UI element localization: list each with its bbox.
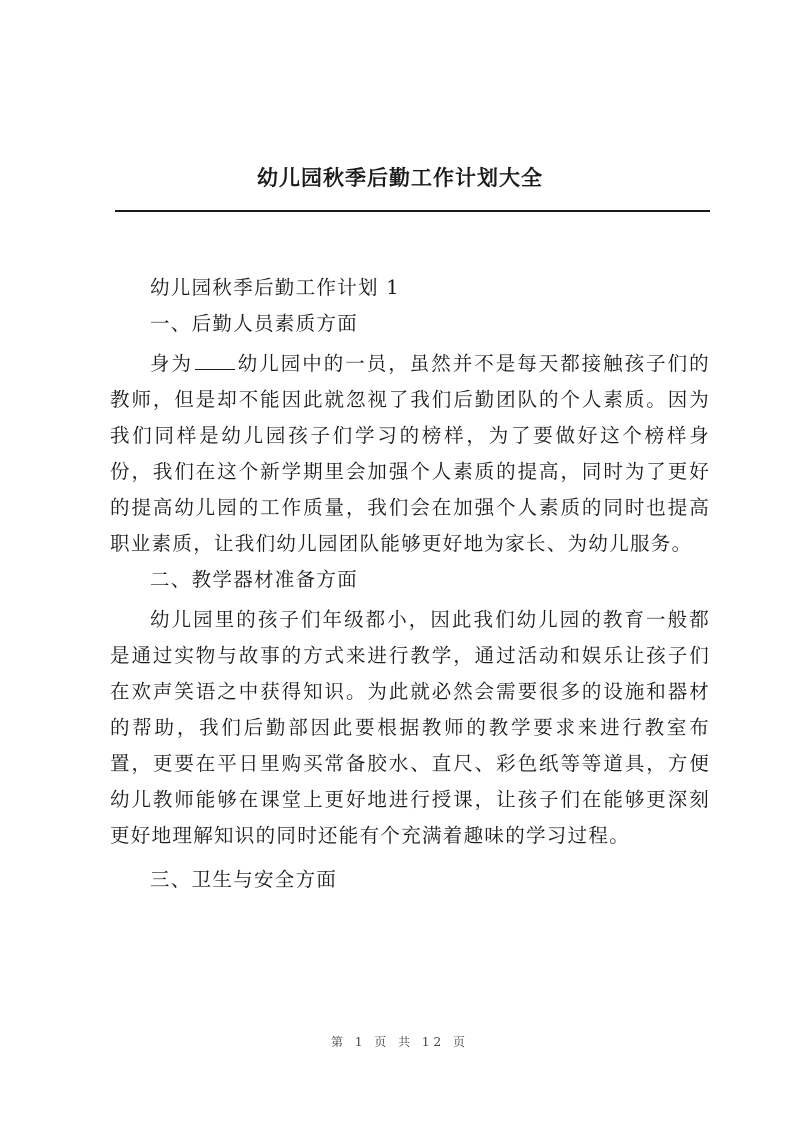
- document-body: [110, 270, 710, 898]
- section-paragraph-2: 幼儿园里的孩子们年级都小，因此我们幼儿园的教育一般都是通过实物与故事的方式来进行教学，通过活动和娱乐让孩子们在欢声笑语之中获得知识。为此就必然会需要很多的设施和器材的帮助，我们后勤部因此要根据教师的教学要求来进行教室布置，更要在平日里购买常备胶水、直尺、彩色纸等等道具，方便幼儿教师能够在课堂上更好地进行授课，让孩子们在能够更深刻更好地理解知识的同时还能有个充满着趣味的学习过程。: [110, 608, 710, 847]
- section-heading-3: 三、卫生与安全方面: [150, 868, 338, 891]
- section-heading-1: 一、后勤人员素质方面: [150, 312, 359, 335]
- title-divider: [115, 210, 710, 212]
- paragraph-1-lead: 身为: [150, 352, 193, 375]
- page-number: 第 1 页 共 12 页: [331, 1035, 469, 1049]
- document-title: 幼儿园秋季后勤工作计划大全: [257, 166, 543, 190]
- paragraph-1-body: 幼儿园中的一员，虽然并不是每天都接触孩子们的教师，但是却不能因此就忽视了我们后勤团队的个人素质。因为我们同样是幼儿园孩子们学习的榜样，为了要做好这个榜样身份，我们在这个新学期里会加强个人素质的提高，同时为了更好的提高幼儿园的工作质量，我们会在加强个人素质的同时也提高职业素质，让我们幼儿园团队能够更好地为家长、为幼儿服务。: [110, 352, 710, 555]
- section-heading-2: 二、教学器材准备方面: [150, 568, 359, 591]
- plan-heading: 幼儿园秋季后勤工作计划 1: [150, 276, 401, 299]
- section-paragraph-1: [110, 346, 710, 562]
- fill-in-blank: [195, 351, 235, 370]
